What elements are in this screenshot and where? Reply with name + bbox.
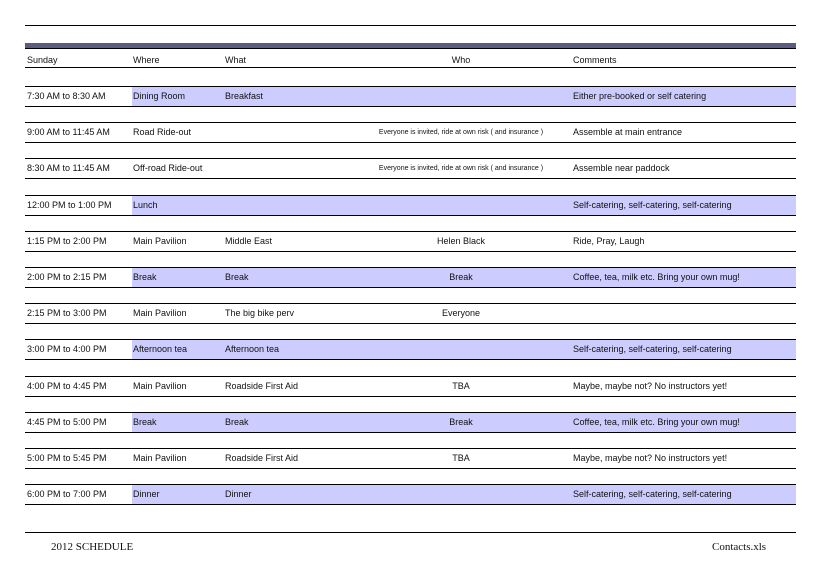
cell-comments: Assemble near paddock (573, 163, 670, 173)
cell-time: 5:00 PM to 5:45 PM (27, 453, 107, 463)
cell-time: 4:00 PM to 4:45 PM (27, 381, 107, 391)
cell-what: Roadside First Aid (225, 381, 299, 391)
table-row (25, 159, 796, 178)
row-rule-bottom (25, 287, 796, 288)
row-rule-bottom (25, 251, 796, 252)
cell-time: 12:00 PM to 1:00 PM (27, 200, 112, 210)
cell-where: Break (133, 272, 157, 282)
header-where: Where (133, 55, 160, 65)
cell-comments: Assemble at main entrance (573, 127, 683, 137)
table-row (25, 340, 796, 359)
bottom-rule (25, 532, 796, 533)
cell-who: TBA (452, 453, 470, 463)
row-rule-bottom (25, 359, 796, 360)
cell-where: Main Pavilion (133, 453, 187, 463)
table-row (25, 449, 796, 468)
cell-comments: Maybe, maybe not? No instructors yet! (573, 381, 728, 391)
cell-where: Dining Room (133, 91, 186, 101)
cell-comments: Self-catering, self-catering, self-catering (573, 200, 732, 210)
cell-comments: Coffee, tea, milk etc. Bring your own mug! (573, 417, 740, 427)
row-rule-bottom (25, 432, 796, 433)
cell-time: 2:00 PM to 2:15 PM (27, 272, 107, 282)
row-rule-bottom (25, 468, 796, 469)
cell-where: Main Pavilion (133, 381, 187, 391)
table-row (25, 87, 796, 106)
cell-time: 2:15 PM to 3:00 PM (27, 308, 107, 318)
cell-comments: Self-catering, self-catering, self-catering (573, 489, 732, 499)
cell-where: Break (133, 417, 157, 427)
row-rule-bottom (25, 396, 796, 397)
cell-what: Middle East (225, 236, 273, 246)
cell-where: Off-road Ride-out (133, 163, 203, 173)
cell-what: The big bike perv (225, 308, 295, 318)
row-rule-bottom (25, 215, 796, 216)
cell-where: Dinner (133, 489, 160, 499)
row-rule-bottom (25, 142, 796, 143)
row-rule-bottom (25, 504, 796, 505)
footer-title: 2012 SCHEDULE (51, 541, 134, 553)
table-row (25, 268, 796, 287)
cell-time: 6:00 PM to 7:00 PM (27, 489, 107, 499)
cell-comments: Self-catering, self-catering, self-catering (573, 344, 732, 354)
cell-time: 1:15 PM to 2:00 PM (27, 236, 107, 246)
top-rule (25, 25, 796, 26)
table-row (25, 413, 796, 432)
cell-where: Road Ride-out (133, 127, 192, 137)
cell-where: Afternoon tea (133, 344, 188, 354)
cell-comments: Either pre-booked or self catering (573, 91, 707, 101)
cell-who: Everyone (441, 308, 481, 318)
cell-who: TBA (452, 381, 470, 391)
cell-who: Helen Black (436, 236, 486, 246)
row-rule-bottom (25, 106, 796, 107)
cell-time: 7:30 AM to 8:30 AM (27, 91, 106, 101)
cell-comments: Maybe, maybe not? No instructors yet! (573, 453, 728, 463)
footer-filename: Contacts.xls (712, 541, 767, 553)
cell-what: Break (225, 417, 249, 427)
table-row (25, 196, 796, 215)
header-who: Who (451, 55, 471, 65)
header-what: What (225, 55, 247, 65)
table-row (25, 485, 796, 504)
cell-who: Everyone is invited, ride at own risk ( and insurance ) (378, 165, 544, 172)
cell-time: 4:45 PM to 5:00 PM (27, 417, 107, 427)
row-rule-bottom (25, 178, 796, 179)
cell-what: Afternoon tea (225, 344, 280, 354)
cell-time: 8:30 AM to 11:45 AM (27, 163, 110, 173)
cell-who: Everyone is invited, ride at own risk ( and insurance ) (378, 129, 544, 136)
header-day: Sunday (27, 55, 58, 65)
cell-who: Break (449, 272, 473, 282)
table-row (25, 304, 796, 323)
header-rule (25, 67, 796, 68)
header-bar (25, 43, 796, 49)
table-row (25, 123, 796, 142)
cell-who: Break (449, 417, 473, 427)
cell-what: Breakfast (225, 91, 264, 101)
cell-where: Lunch (133, 200, 158, 210)
row-rule-bottom (25, 323, 796, 324)
table-row (25, 377, 796, 396)
cell-time: 3:00 PM to 4:00 PM (27, 344, 107, 354)
cell-what: Break (225, 272, 249, 282)
cell-where: Main Pavilion (133, 308, 187, 318)
cell-what: Dinner (225, 489, 252, 499)
header-comments: Comments (573, 55, 617, 65)
cell-time: 9:00 AM to 11:45 AM (27, 127, 110, 137)
cell-what: Roadside First Aid (225, 453, 299, 463)
cell-comments: Coffee, tea, milk etc. Bring your own mug! (573, 272, 740, 282)
cell-comments: Ride, Pray, Laugh (573, 236, 645, 246)
table-row (25, 232, 796, 251)
cell-where: Main Pavilion (133, 236, 187, 246)
